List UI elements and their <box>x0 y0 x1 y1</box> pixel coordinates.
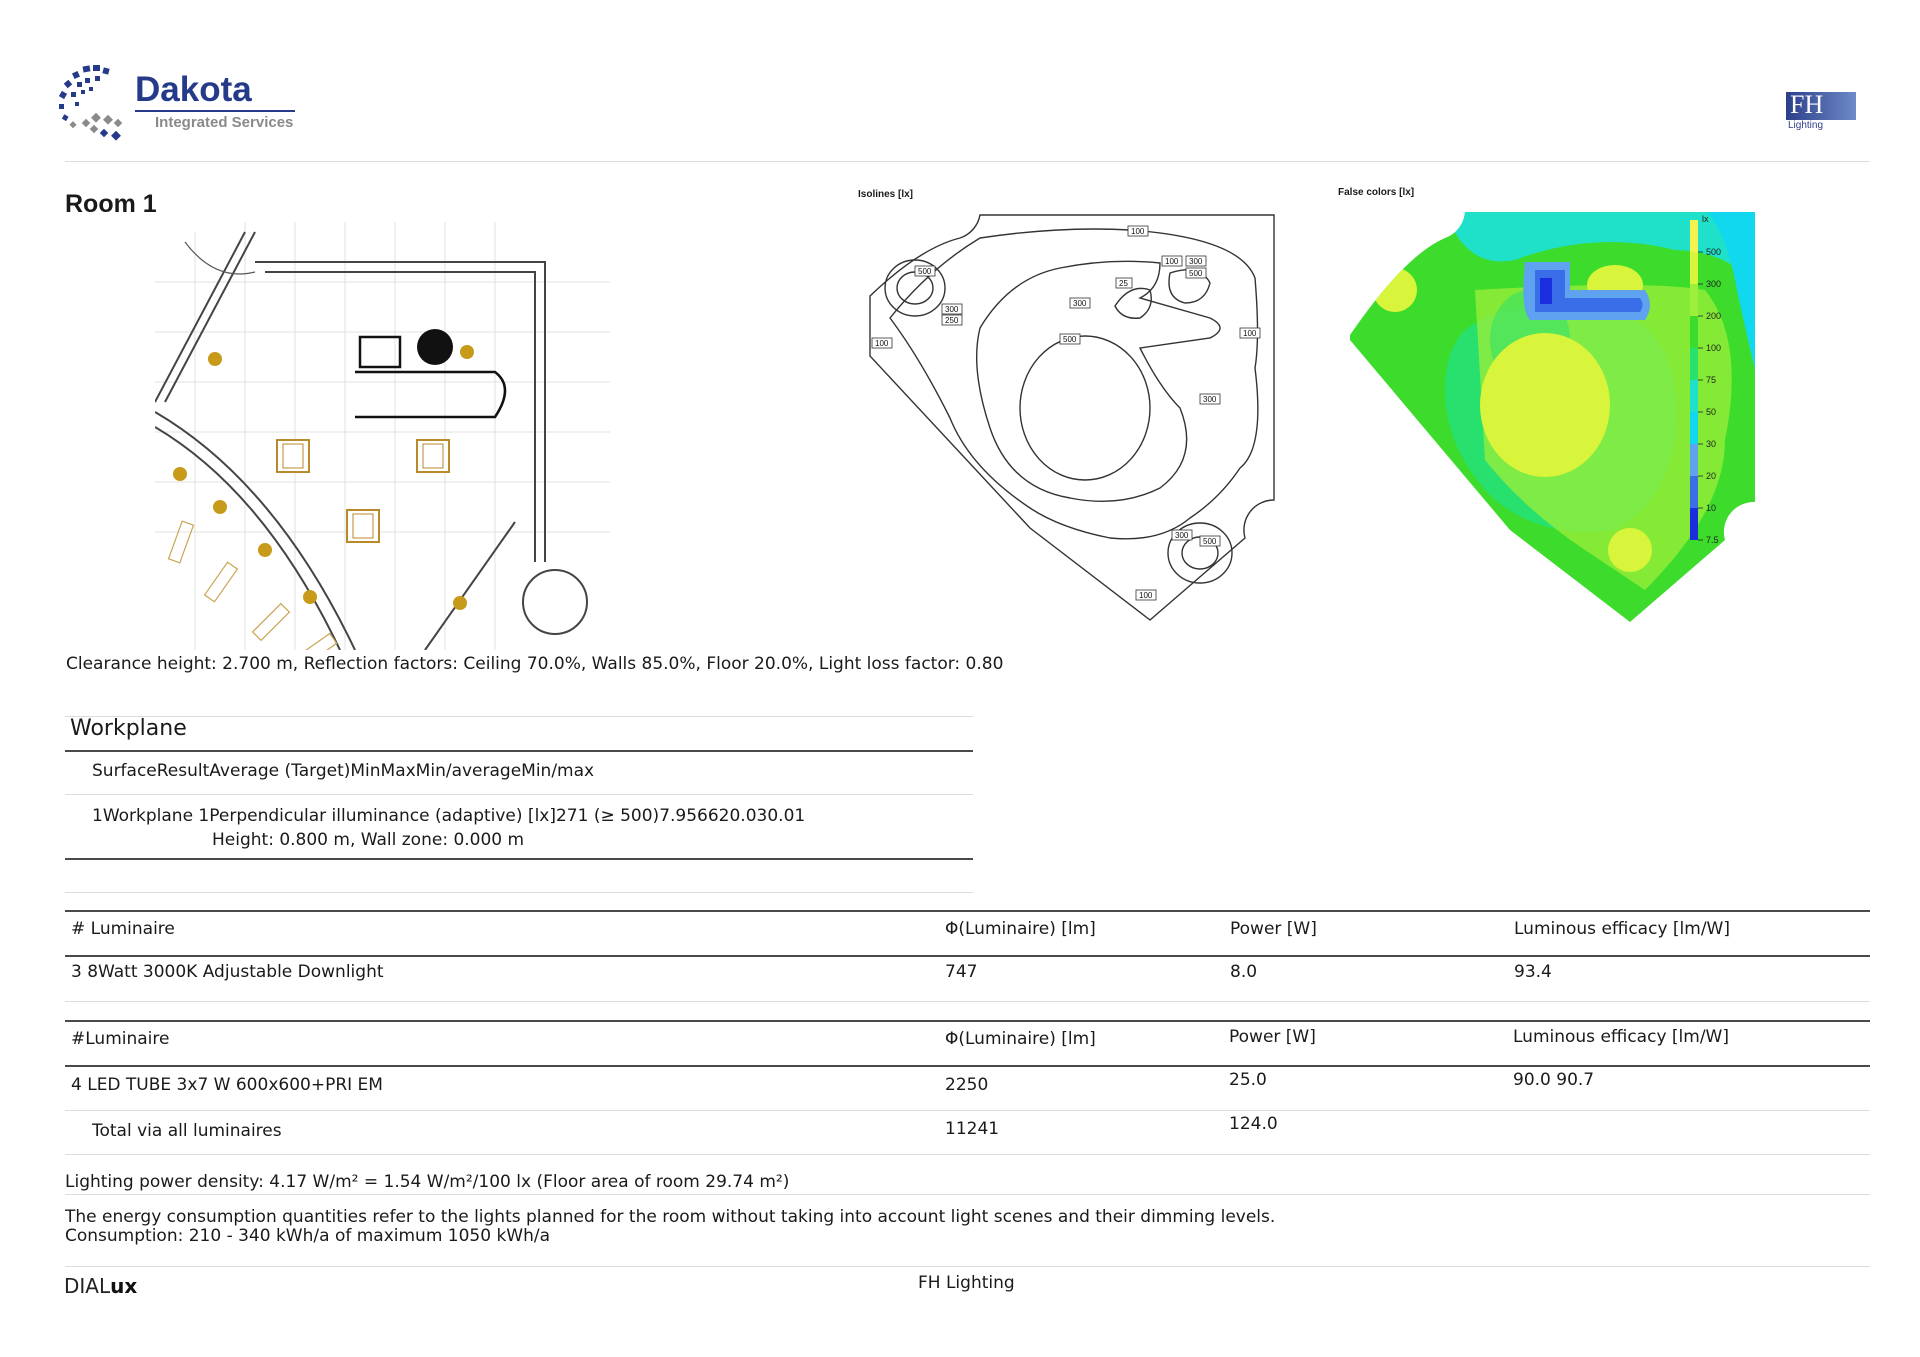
fh-logo-sub: Lighting <box>1788 120 1824 131</box>
header-divider <box>65 161 1870 162</box>
dialux-logo <box>64 1274 137 1298</box>
table2-cell-efficacy: 90.0 90.7 <box>1513 1070 1595 1090</box>
scale-tick-label: 10 <box>1706 503 1717 513</box>
energy-note: The energy consumption quantities refer to the lights planned for the room without taking into account light scenes and their dimming levels. <box>65 1207 1276 1227</box>
table2-header-flux: Φ(Luminaire) [lm] <box>945 1029 1096 1049</box>
workplane-row-line2: Height: 0.800 m, Wall zone: 0.000 m <box>212 830 525 850</box>
dakota-swirl-icon <box>55 62 130 142</box>
scale-swatch <box>1690 348 1698 380</box>
isoline-labels <box>872 226 1260 600</box>
summary-line <box>65 1194 1870 1195</box>
false-colors-title: False colors [lx] <box>1338 187 1415 198</box>
room-parameters: Clearance height: 2.700 m, Reflection factors: Ceiling 70.0%, Walls 85.0%, Floor 20.0%, Light loss factor: 0.80 <box>66 654 1004 674</box>
iso-label-6: 300 <box>1073 299 1087 308</box>
workplane-row-line1: 1Workplane 1Perpendicular illuminance (adaptive) [lx]271 (≥ 500)7.956620.030.01 <box>92 806 806 826</box>
dialux-logo-bold: ux <box>110 1274 138 1298</box>
iso-label-10: 250 <box>945 316 959 325</box>
iso-label-3: 300 <box>1189 257 1203 266</box>
table2-cell-flux: 2250 <box>945 1075 989 1095</box>
workplane-spacer-line <box>65 892 973 893</box>
table1-cell-flux: 747 <box>945 962 978 982</box>
table1-header-power: Power [W] <box>1230 919 1317 939</box>
footer-company: FH Lighting <box>918 1273 1015 1293</box>
column-circle <box>523 570 587 634</box>
iso-label-14: 300 <box>1175 531 1189 540</box>
isolines-title: Isolines [lx] <box>858 189 914 200</box>
scale-swatch <box>1690 284 1698 316</box>
fh-lighting-logo <box>1786 92 1856 134</box>
scale-swatch <box>1690 444 1698 476</box>
scale-swatch <box>1690 380 1698 412</box>
iso-label-13: 300 <box>945 305 959 314</box>
floor-plan <box>155 222 610 650</box>
scale-swatch <box>1690 412 1698 444</box>
table2-bottom-line <box>65 1154 1870 1155</box>
iso-label-4: 500 <box>1189 269 1203 278</box>
iso-label-2: 100 <box>1165 257 1179 266</box>
company-name: Dakota <box>135 70 252 109</box>
workplane-top-line <box>65 716 973 717</box>
table1-header-line <box>65 955 1870 957</box>
scale-swatch <box>1690 508 1698 540</box>
table1-top-line <box>65 910 1870 912</box>
footer-divider <box>65 1266 1870 1267</box>
iso-label-12: 500 <box>918 267 932 276</box>
false-colors-plot <box>1345 210 1765 630</box>
scale-swatch <box>1690 252 1698 284</box>
table1-cell-efficacy: 93.4 <box>1514 962 1552 982</box>
table2-header-luminaire: #Luminaire <box>71 1029 170 1049</box>
false-colors-unit: lx <box>1702 214 1709 224</box>
scale-tick-label: 50 <box>1706 407 1717 417</box>
dialux-logo-light: DIAL <box>64 1274 111 1298</box>
workplane-header-line <box>65 750 973 752</box>
table1-header-flux: Φ(Luminaire) [lm] <box>945 919 1096 939</box>
table1-cell-power: 8.0 <box>1230 962 1258 982</box>
table2-cell-power: 25.0 <box>1229 1070 1267 1090</box>
workplane-bottom-line <box>65 858 973 860</box>
table1-header-efficacy: Luminous efficacy [lm/W] <box>1514 919 1730 939</box>
scale-tick-label: 300 <box>1706 279 1722 289</box>
consumption: Consumption: 210 - 340 kWh/a of maximum 1050 kWh/a <box>65 1226 551 1246</box>
iso-label-1: 100 <box>1131 227 1145 236</box>
table2-total-label: Total via all luminaires <box>92 1121 282 1141</box>
iso-label-15: 500 <box>1203 537 1217 546</box>
chair-icon <box>417 329 453 365</box>
workplane-row-line <box>65 794 973 795</box>
fh-logo-letters: FH <box>1790 90 1824 119</box>
company-tagline: Integrated Services <box>155 114 294 131</box>
table2-total-power: 124.0 <box>1229 1114 1278 1134</box>
scale-tick-label: 75 <box>1706 375 1717 385</box>
iso-label-16: 100 <box>1139 591 1153 600</box>
dakota-logo <box>55 62 295 142</box>
logo-underline <box>135 110 295 112</box>
iso-label-11: 100 <box>875 339 889 348</box>
iso-label-8: 500 <box>1063 335 1077 344</box>
table2-top-line <box>65 1020 1870 1022</box>
scale-tick-label: 200 <box>1706 311 1722 321</box>
scale-tick-label: 100 <box>1706 343 1722 353</box>
scale-tick-label: 500 <box>1706 247 1722 257</box>
workplane-header-row: SurfaceResultAverage (Target)MinMaxMin/averageMin/max <box>92 761 595 781</box>
scale-tick-label: 30 <box>1706 439 1717 449</box>
table2-header-power: Power [W] <box>1229 1027 1316 1047</box>
table2-cell-luminaire: 4 LED TUBE 3x7 W 600x600+PRI EM <box>71 1075 383 1095</box>
table1-header-luminaire: # Luminaire <box>71 919 175 939</box>
isolines-plot <box>860 208 1280 628</box>
workplane-heading: Workplane <box>70 716 187 741</box>
power-density: Lighting power density: 4.17 W/m² = 1.54 W/m²/100 lx (Floor area of room 29.74 m²) <box>65 1172 790 1192</box>
scale-swatch <box>1690 220 1698 252</box>
iso-label-7: 100 <box>1243 329 1257 338</box>
room-title: Room 1 <box>65 190 157 218</box>
table2-total-flux: 11241 <box>945 1119 1000 1139</box>
scale-tick-label: 20 <box>1706 471 1717 481</box>
table1-bottom-line <box>65 1001 1870 1002</box>
table1-cell-luminaire: 3 8Watt 3000K Adjustable Downlight <box>71 962 384 982</box>
scale-swatch <box>1690 476 1698 508</box>
scale-tick-label: 7.5 <box>1706 535 1719 545</box>
table2-header-efficacy: Luminous efficacy [lm/W] <box>1513 1027 1729 1047</box>
scale-swatch <box>1690 316 1698 348</box>
iso-label-5: 25 <box>1119 279 1128 288</box>
table2-row-line <box>65 1110 1870 1111</box>
table2-header-line <box>65 1065 1870 1067</box>
iso-label-9: 300 <box>1203 395 1217 404</box>
